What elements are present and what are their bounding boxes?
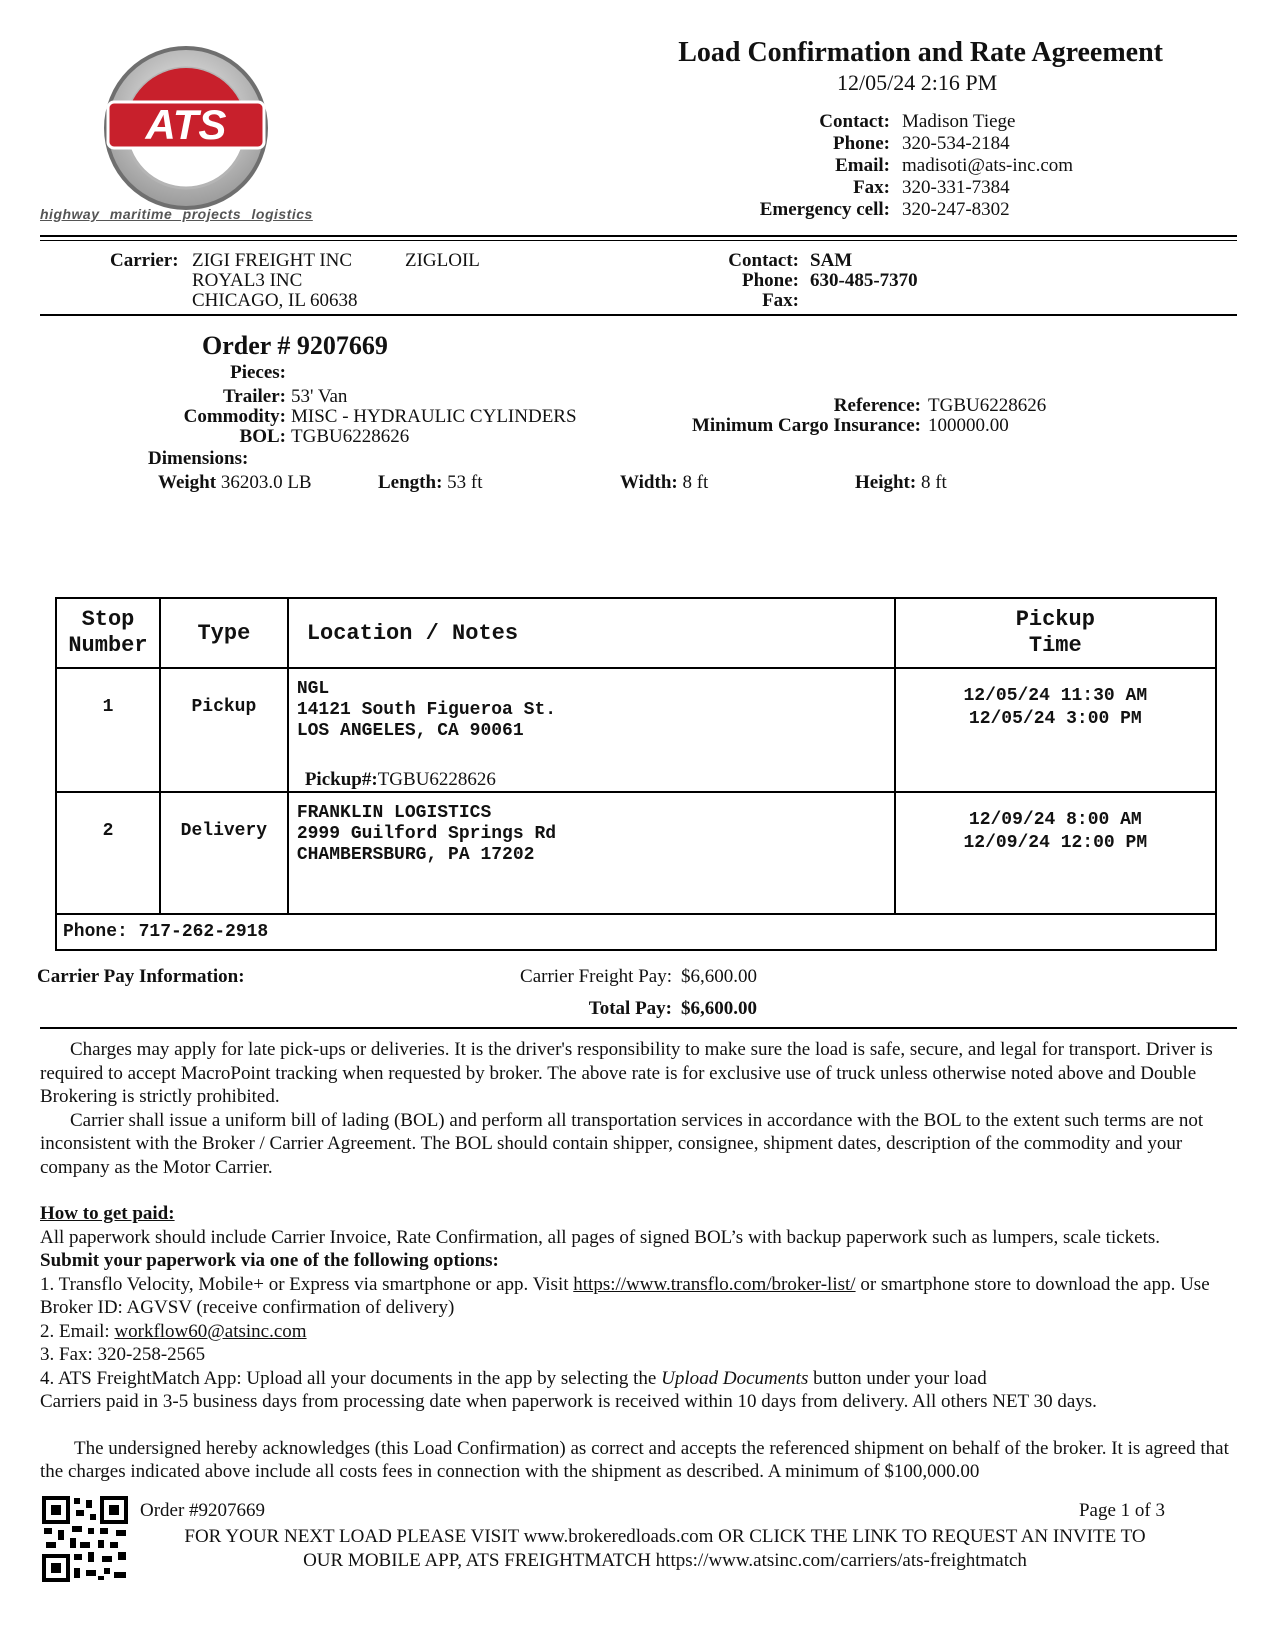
location-city: LOS ANGELES, CA 90061 [296,721,524,741]
option-2 [40,1320,1240,1344]
stop-time [895,668,1216,792]
document-datetime: 12/05/24 2:16 PM [837,70,998,95]
carrier-code: ZIGLOIL [405,250,480,271]
company-logo [100,42,272,214]
reference-label: Reference: [833,395,921,416]
contact-label: Contact: [819,111,890,132]
width-field [620,472,708,494]
location-street: 2999 Guilford Springs Rd [296,824,557,844]
stop-time [895,792,1216,914]
commodity-label: Commodity: [183,406,286,427]
footer-promo-line2: OUR MOBILE APP, ATS FREIGHTMATCH https://www.atsinc.com/carriers/ats-freightmatch [303,1550,1027,1571]
qr-code[interactable] [42,1496,128,1582]
contact-name: Madison Tiege [902,111,1016,132]
header-stop-line2: Number [68,633,148,658]
height-label: Height: [855,472,917,493]
header-pickup-time [895,598,1216,668]
carrier-phone-value: 630-485-7370 [810,270,918,291]
header-time-line1: Pickup [1015,607,1095,632]
stop-location [288,668,895,792]
consignee-phone: Phone: 717-262-2918 [56,914,1216,950]
freight-pay-label: Carrier Freight Pay: [520,966,672,987]
terms-section [40,1038,1240,1484]
height-value: 8 ft [920,472,947,493]
option-3: 3. Fax: 320-258-2565 [40,1344,206,1365]
carrier-phone-label: Phone: [742,270,799,291]
option-1 [40,1273,1240,1320]
fax-value: 320-331-7384 [902,177,1010,198]
dimensions-label: Dimensions: [148,448,249,469]
header-divider-2 [40,240,1237,241]
stop-type: Delivery [160,792,288,914]
total-pay-label: Total Pay: [588,998,672,1019]
document-title: Load Confirmation and Rate Agreement [678,37,1163,68]
terms-paragraph-1: Charges may apply for late pick-ups or deliveries. It is the driver's responsibility to make sure the load is safe, secure, and legal for transport. Driver is required to accept MacroPoint tracking when requested by broker. The above rate is for exclusive use of truck unless otherwise noted above and Double Brokering is strictly prohibited. [40,1039,1213,1107]
terms-paragraph-2: Carrier shall issue a uniform bill of lading (BOL) and perform all transportation services in accordance with the BOL to the extent such terms are not inconsistent with the Broker / Carrier Agreement. The BOL should contain shipper, consignee, shipment dates, description of the commodity and your company as the Motor Carrier. [40,1109,1204,1178]
bol-value: TGBU6228626 [291,426,410,447]
phone-label: Phone: [833,133,890,154]
option-4-text: 4. ATS FreightMatch App: Upload all your documents in the app by selecting the [40,1367,662,1389]
weight-label: Weight [158,472,217,493]
bol-label: BOL: [239,426,286,447]
stops-table-header [56,598,1216,668]
commodity-value: MISC - HYDRAULIC CYLINDERS [291,406,577,427]
broker-contacts [700,111,1120,221]
width-value: 8 ft [682,472,709,493]
payment-terms: Carriers paid in 3-5 business days from processing date when paperwork is received within 10 days from delivery. All others NET 30 days. [40,1391,1097,1412]
length-field [378,472,483,494]
logo-tagline: highway maritime projects logistics [40,206,313,222]
time-end: 12/05/24 3:00 PM [968,709,1142,729]
location-street: 14121 South Figueroa St. [296,700,557,720]
stop-type: Pickup [160,668,288,792]
carrier-contact-label: Contact: [728,250,799,271]
order-title: Order # 9207669 [202,331,388,360]
length-value: 53 ft [447,472,483,493]
carrier-address-line3: CHICAGO, IL 60638 [192,290,358,311]
pieces-label: Pieces: [230,362,286,383]
carrier-address-line2: ROYAL3 INC [192,270,303,291]
header-type: Type [160,598,288,668]
carrier-name: ZIGI FREIGHT INC [192,250,353,271]
pickup-number-value: TGBU6228626 [377,769,496,790]
how-to-get-paid-text: All paperwork should include Carrier Invoice, Rate Confirmation, all pages of signed BOL’s with backup paperwork such as lumpers, scale tickets. [40,1226,1161,1248]
length-label: Length: [378,472,443,493]
carrier-contact-value: SAM [810,250,853,271]
option-2-text: 2. Email: [40,1320,115,1342]
fax-label: Fax: [853,177,890,198]
time-start: 12/05/24 11:30 AM [963,686,1148,706]
transflo-link[interactable]: https://www.transflo.com/broker-list/ [573,1273,856,1295]
email-label: Email: [835,155,890,176]
option-1-text-end: or smartphone store to download the app. Use Broker ID: AGVSV (receive confirmation of delivery) [40,1273,1210,1318]
workflow-email-link[interactable]: workflow60@atsinc.com [114,1320,307,1342]
footer-promo-line1: FOR YOUR NEXT LOAD PLEASE VISIT www.brokeredloads.com OR CLICK THE LINK TO REQUEST AN INVITE TO [184,1526,1146,1547]
width-label: Width: [620,472,678,493]
carrier-label: Carrier: [110,250,179,271]
how-to-get-paid-heading: How to get paid: [40,1203,175,1224]
header-divider [40,235,1237,237]
total-pay-value: $6,600.00 [681,998,757,1019]
weight-field [158,472,312,494]
trailer-label: Trailer: [223,386,286,407]
stop-location [288,792,895,914]
footer-page-number: Page 1 of 3 [1078,1500,1165,1521]
height-field [855,472,947,494]
upload-documents-text: Upload Documents [661,1367,809,1389]
reference-value: TGBU6228626 [928,395,1047,416]
location-name: FRANKLIN LOGISTICS [296,803,492,823]
stop-number: 2 [56,792,160,914]
phone-value: 320-534-2184 [902,133,1010,154]
option-4-text-end: button under your load [808,1367,987,1389]
carrier-fax-label: Fax: [762,290,799,311]
stops-table [55,597,1217,951]
header-location: Location / Notes [288,598,895,668]
header-stop-number [56,598,160,668]
phone-row [56,914,1216,950]
insurance-label: Minimum Cargo Insurance: [691,415,921,436]
option-1-text: 1. Transflo Velocity, Mobile+ or Express via smartphone or app. Visit [40,1273,574,1295]
logo-text: ATS [145,101,227,148]
weight-value: 36203.0 LB [220,472,312,493]
email-value[interactable]: madisoti@ats-inc.com [902,155,1074,176]
time-end: 12/09/24 12:00 PM [963,833,1148,853]
header-stop-line1: Stop [81,607,135,632]
location-name: NGL [296,679,330,699]
pay-divider [40,1027,1237,1029]
location-city: CHAMBERSBURG, PA 17202 [296,845,535,865]
carrier-pay-info-label: Carrier Pay Information: [37,966,245,987]
acknowledgement: The undersigned hereby acknowledges (this Load Confirmation) as correct and accepts the referenced shipment on behalf of the broker. It is agreed that the charges indicated above include all costs fees in connection with the shipment as described. A minimum of $100,000.00 [40,1437,1229,1482]
time-start: 12/09/24 8:00 AM [968,810,1142,830]
header-time-line2: Time [1028,633,1082,658]
emergency-cell-label: Emergency cell: [759,199,890,220]
submit-paperwork-heading: Submit your paperwork via one of the following options: [40,1250,499,1271]
insurance-value: 100000.00 [928,415,1009,436]
table-row [56,792,1216,914]
pickup-number [305,769,496,791]
option-4 [40,1367,1240,1391]
freight-pay-value: $6,600.00 [681,966,757,987]
table-row [56,668,1216,792]
trailer-value: 53' Van [291,386,348,407]
emergency-cell-value: 320-247-8302 [902,199,1010,220]
footer-order: Order #9207669 [140,1500,266,1521]
stop-number: 1 [56,668,160,792]
pickup-number-label: Pickup#: [304,769,378,790]
carrier-divider [40,314,1237,316]
